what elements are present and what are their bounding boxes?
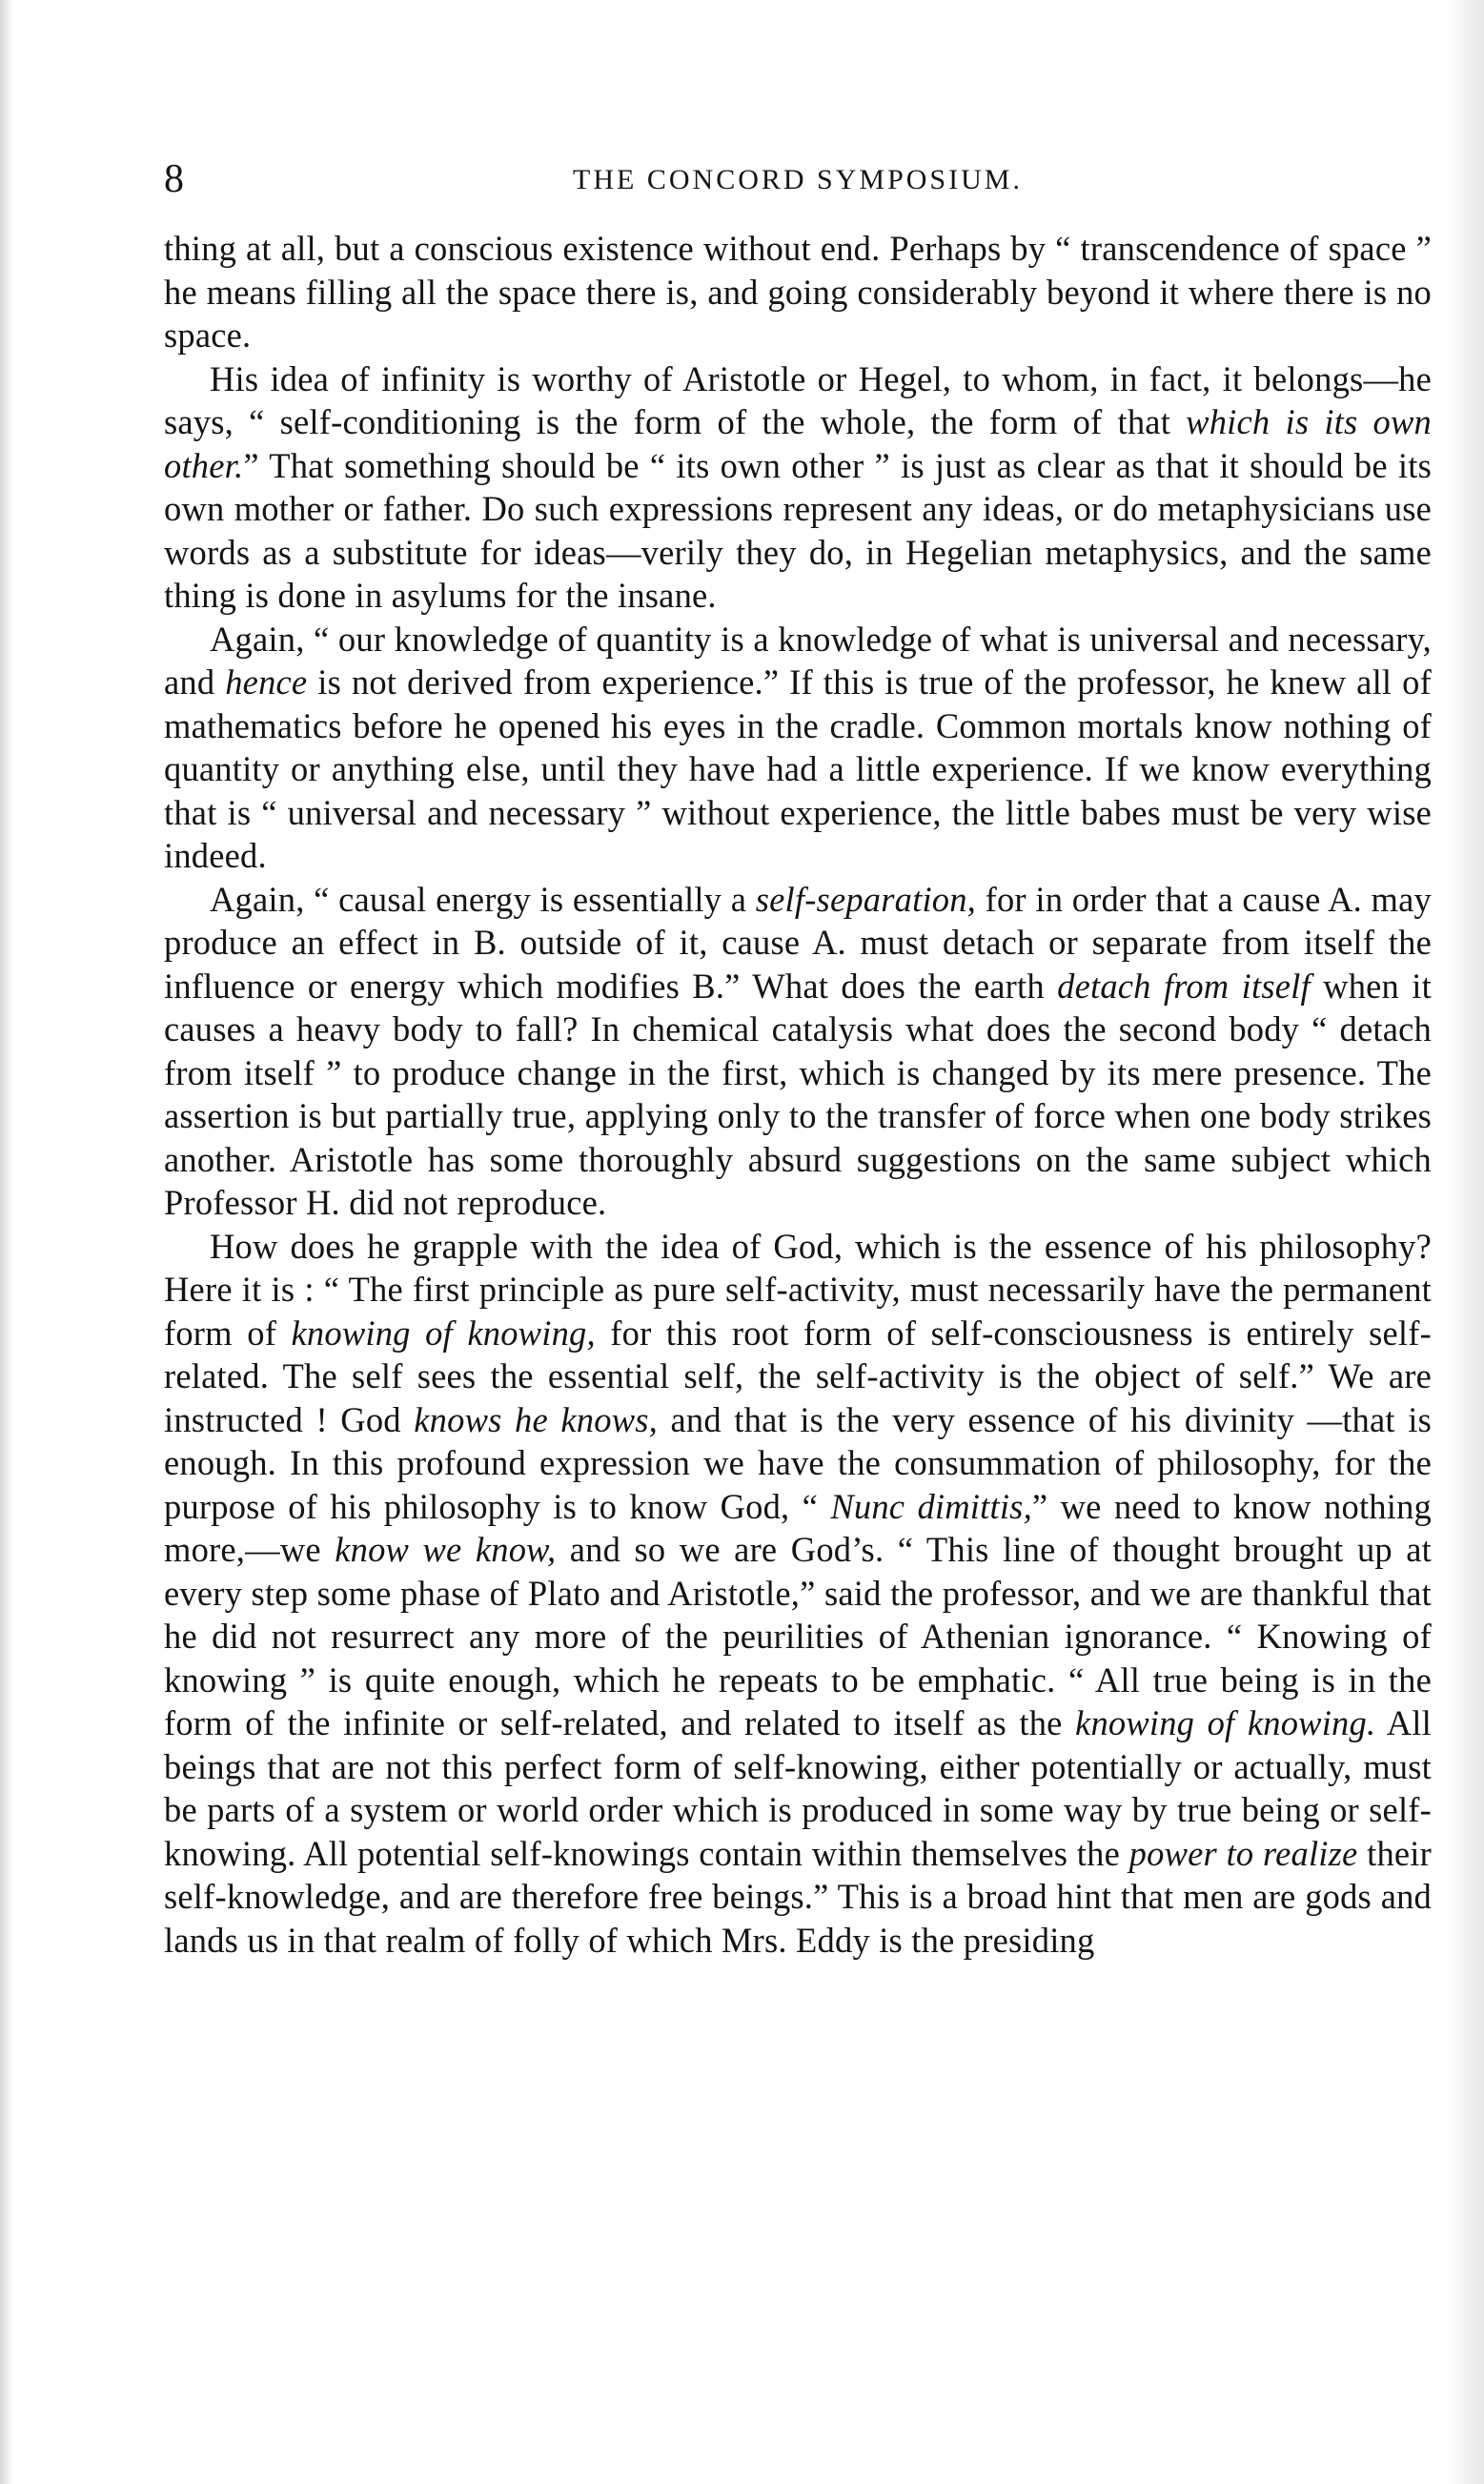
paragraph (164, 227, 1432, 357)
paragraph (164, 357, 1432, 618)
text-run: How does he grapple with the idea of God, which is the essence of his philosophy? Here it is : “ The first principle as pure self-activity, must necessarily have the permanent form of (164, 1226, 1432, 1353)
page-header (164, 153, 1432, 210)
text-run: thing at all, but a conscious existence without end. Perhaps by “ transcendence of space ” he means filling all the space there is, and going considerably beyond it where there is no space. (164, 229, 1432, 355)
page-edge-shadow-left (0, 0, 13, 2484)
text-run: for in order that a cause A. may produce an effect in B. outside of it, cause A. must detach or separate from itself the influence or energy which modifies B.” What does the earth (164, 879, 1432, 1006)
page-number: 8 (164, 157, 184, 201)
text-run: when it causes a heavy body to fall? In chemical catalysis what does the second body “ detach from itself ” to produce change in the first, which is changed by its mere presence. The assertion is but partially true, applying only to the transfer of force when one body strikes another. Aristotle has some thoroughly absurd suggestions on the same subject which Professor H. did not reproduce. (164, 966, 1432, 1222)
text-run: for this root form of self-consciousness is entirely self-related. The self sees the essential self, the self-activity is the object of self.” We are instructed ! God (164, 1313, 1432, 1439)
italic-text: knows he knows, (414, 1399, 658, 1439)
page-edge-shadow-right (1446, 0, 1484, 2484)
text-run: is not derived from experience.” If this is true of the professor, he knew all of mathematics before he opened his eyes in the cradle. Common mortals know nothing of quantity or anything else, until they have had a little experience. If we know everything that is “ universal and necessary ” without experience, the little babes must be very wise indeed. (164, 662, 1432, 875)
text-run: Again, “ our knowledge of quantity is a knowledge of what is universal and necessary, and (164, 619, 1432, 702)
text-run: and so we are God’s. “ This line of thought brought up at every step some phase of Plato and Aristotle,” said the professor, and we are thankful that he did not resurrect any more of the peurilities of Athenian ignorance. “ Knowing of knowing ” is quite enough, which he repeats to be emphatic. “ All true being is in the form of the infinite or self-related, and related to itself as the (164, 1530, 1433, 1742)
paragraph (164, 878, 1432, 1225)
text-run: ” That something should be “ its own other ” is just as clear as that it should be its own mother or father. Do such expressions represent any ideas, or do metaphysicians use words as a substitute for ideas—verily they do, in Hegelian metaphysics, and the same thing is done in asylums for the insane. (164, 445, 1432, 615)
text-run: All beings that are not this perfect form of self-knowing, either potentially or actually, must be parts of a system or world order which is produced in some way by true being or self-knowing. All potential self-knowings contain within themselves the (164, 1703, 1432, 1873)
italic-text: which is its own other. (164, 402, 1432, 485)
paragraph (164, 618, 1432, 878)
italic-text: knowing of knowing, (291, 1313, 596, 1353)
italic-text: detach from itself (1057, 966, 1311, 1006)
text-run: and that is the very essence of his divinity —that is enough. In this profound expression we have the consummation of philosophy, for the purpose of his philosophy is to know God, “ (164, 1399, 1432, 1526)
text-run: His idea of infinity is worthy of Aristotle or Hegel, to whom, in fact, it belongs—he says, “ self-conditioning is the form of the whole, the form of that (164, 358, 1432, 441)
italic-text: power to realize (1128, 1833, 1358, 1873)
text-run: their self-knowledge, and are therefore free beings.” This is a broad hint that men are gods and lands us in that realm of folly of which Mrs. Eddy is the presiding (164, 1833, 1432, 1960)
italic-text: knowing of knowing. (1075, 1703, 1376, 1742)
running-head: THE CONCORD SYMPOSIUM. (573, 164, 1023, 195)
italic-text: know we know, (335, 1530, 557, 1569)
text-run: ” we need to know nothing more,—we (164, 1486, 1432, 1569)
italic-text: hence (225, 662, 308, 702)
italic-text: self-separation, (755, 879, 977, 919)
body-text (164, 227, 1432, 1962)
text-run: Again, “ causal energy is essentially a (210, 879, 756, 919)
paragraph (164, 1225, 1432, 1963)
italic-text: Nunc dimittis, (830, 1486, 1032, 1526)
